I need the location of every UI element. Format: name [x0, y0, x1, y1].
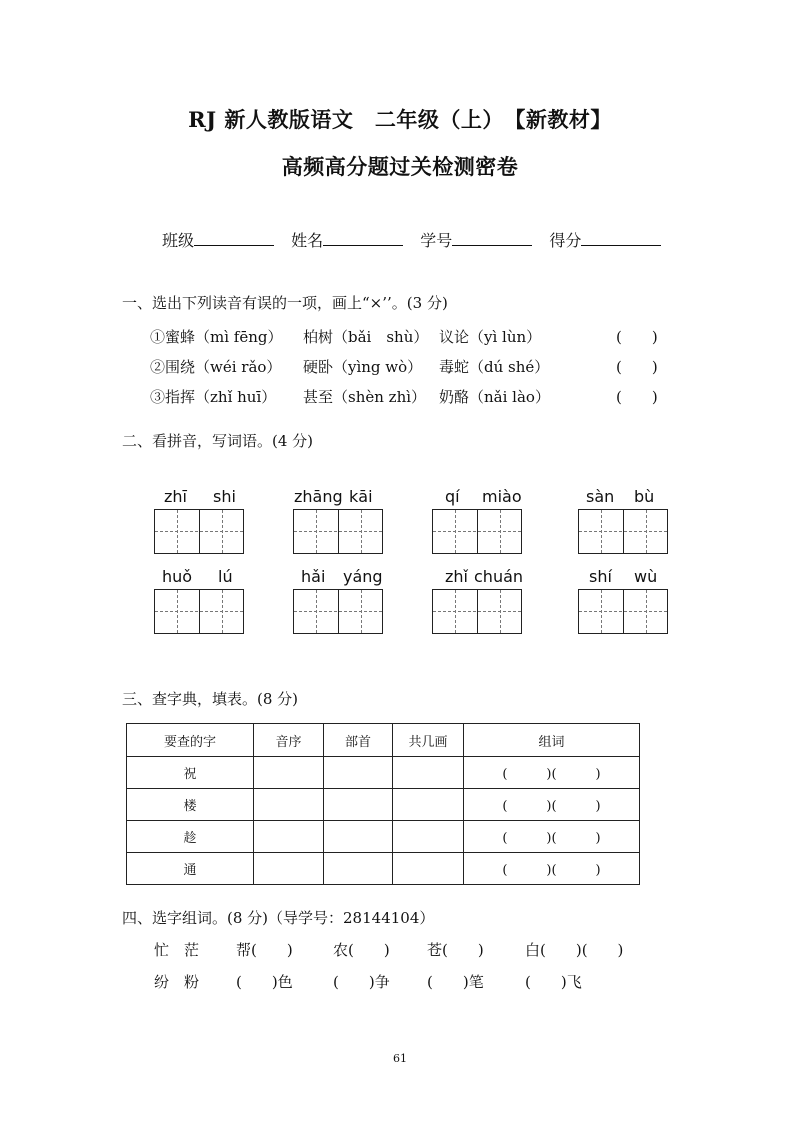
writing-grid[interactable] — [432, 589, 522, 634]
answer-cell[interactable] — [254, 757, 324, 789]
writing-grid[interactable] — [293, 509, 383, 554]
table-header: 要查的字 — [127, 724, 254, 757]
pinyin: shi — [213, 487, 236, 506]
answer-cell[interactable] — [393, 853, 464, 885]
table-row — [127, 853, 640, 885]
word-cell[interactable] — [464, 789, 640, 821]
table-row — [127, 757, 640, 789]
section1-row1-word2: 柏树（bǎi shù） — [303, 328, 429, 346]
dictionary-table — [126, 723, 640, 885]
pinyin: chuán — [474, 567, 524, 586]
section1-row1-word3: 议论（yì lùn） — [439, 328, 542, 346]
pinyin: bù — [634, 487, 655, 506]
number-label: 学号 — [420, 231, 453, 250]
pinyin: yáng — [343, 567, 383, 586]
pinyin: shí — [589, 567, 612, 586]
pinyin: lú — [218, 567, 233, 586]
pinyin: kāi — [349, 487, 373, 506]
answer-cell[interactable] — [254, 789, 324, 821]
section1-row2-word2: 硬卧（yìng wò） — [303, 358, 423, 376]
pinyin: hǎi — [301, 567, 326, 586]
pinyin: zhī — [164, 487, 187, 506]
page-title: RJ 新人教版语文 二年级（上） 【新教材】 — [188, 107, 612, 132]
word-cell[interactable] — [464, 821, 640, 853]
page-number: 61 — [393, 1052, 407, 1065]
score-field[interactable] — [581, 231, 661, 246]
word-cell[interactable] — [464, 853, 640, 885]
section1-row3-answer[interactable]: ( ) — [616, 388, 658, 406]
section1-heading: 一、选出下列读音有误的一项，画上“×’’。(3 分) — [122, 294, 448, 312]
section4-row1-item[interactable]: 苍( ) — [427, 941, 484, 959]
answer-cell[interactable] — [324, 757, 393, 789]
class-field[interactable] — [194, 231, 274, 246]
section1-row3-word1: ③指挥（zhǐ huī） — [150, 388, 277, 406]
section4-row1-item[interactable]: 白( )( ) — [525, 941, 624, 959]
answer-cell[interactable] — [393, 821, 464, 853]
pinyin: sàn — [586, 487, 615, 506]
section4-row2-pair: 纷 粉 — [154, 973, 200, 991]
word-blanks: ( )( ) — [502, 767, 601, 782]
section1-row3-word3: 奶酪（nǎi lào） — [439, 388, 550, 406]
answer-cell[interactable] — [324, 821, 393, 853]
table-row — [127, 821, 640, 853]
table-header: 音序 — [254, 724, 324, 757]
table-header: 组词 — [464, 724, 640, 757]
answer-cell[interactable] — [393, 789, 464, 821]
writing-grid[interactable] — [578, 509, 668, 554]
section2-heading: 二、看拼音，写词语。(4 分) — [122, 432, 314, 450]
word-cell[interactable] — [464, 757, 640, 789]
name-label: 姓名 — [291, 231, 324, 250]
lookup-char: 通 — [127, 853, 254, 885]
lookup-char: 趁 — [127, 821, 254, 853]
answer-cell[interactable] — [254, 853, 324, 885]
lookup-char: 祝 — [127, 757, 254, 789]
writing-grid[interactable] — [293, 589, 383, 634]
section4-row2-item[interactable]: ( )笔 — [427, 973, 484, 991]
section1-row1-word1: ①蜜蜂（mì fēng） — [150, 328, 283, 346]
section4-row2-item[interactable]: ( )争 — [333, 973, 390, 991]
writing-grid[interactable] — [154, 589, 244, 634]
section4-row1-pair: 忙 茫 — [154, 941, 200, 959]
table-header-row — [127, 724, 640, 757]
writing-grid[interactable] — [154, 509, 244, 554]
section1-row2-word3: 毒蛇（dú shé） — [439, 358, 550, 376]
pinyin: qí — [445, 487, 460, 506]
word-blanks: ( )( ) — [502, 799, 601, 814]
word-blanks: ( )( ) — [502, 831, 601, 846]
writing-grid[interactable] — [578, 589, 668, 634]
section1-row2-answer[interactable]: ( ) — [616, 358, 658, 376]
answer-cell[interactable] — [324, 853, 393, 885]
pinyin: huǒ — [162, 567, 193, 586]
section4-row2-item[interactable]: ( )色 — [236, 973, 293, 991]
answer-cell[interactable] — [393, 757, 464, 789]
lookup-char: 楼 — [127, 789, 254, 821]
number-field[interactable] — [452, 231, 532, 246]
pinyin: zhǐ — [445, 567, 468, 586]
section1-row1-answer[interactable]: ( ) — [616, 328, 658, 346]
score-label: 得分 — [549, 231, 582, 250]
section1-row3-word2: 甚至（shèn zhì） — [303, 388, 427, 406]
table-header: 部首 — [324, 724, 393, 757]
section3-heading: 三、查字典，填表。(8 分) — [122, 690, 299, 708]
section4-heading: 四、选字组词。(8 分)（导学号：28144104） — [122, 909, 435, 927]
name-field[interactable] — [323, 231, 403, 246]
section4-row1-item[interactable]: 农( ) — [333, 941, 390, 959]
table-row — [127, 789, 640, 821]
section4-row2-item[interactable]: ( )飞 — [525, 973, 582, 991]
page-subtitle: 高频高分题过关检测密卷 — [281, 154, 519, 179]
pinyin: wù — [634, 567, 658, 586]
word-blanks: ( )( ) — [502, 863, 601, 878]
answer-cell[interactable] — [324, 789, 393, 821]
section4-row1-item[interactable]: 帮( ) — [236, 941, 293, 959]
answer-cell[interactable] — [254, 821, 324, 853]
class-label: 班级 — [162, 231, 195, 250]
table-header: 共几画 — [393, 724, 464, 757]
writing-grid[interactable] — [432, 509, 522, 554]
section1-row2-word1: ②围绕（wéi rǎo） — [150, 358, 282, 376]
student-info — [162, 228, 673, 251]
pinyin: miào — [482, 487, 522, 506]
pinyin: zhāng — [294, 487, 343, 506]
